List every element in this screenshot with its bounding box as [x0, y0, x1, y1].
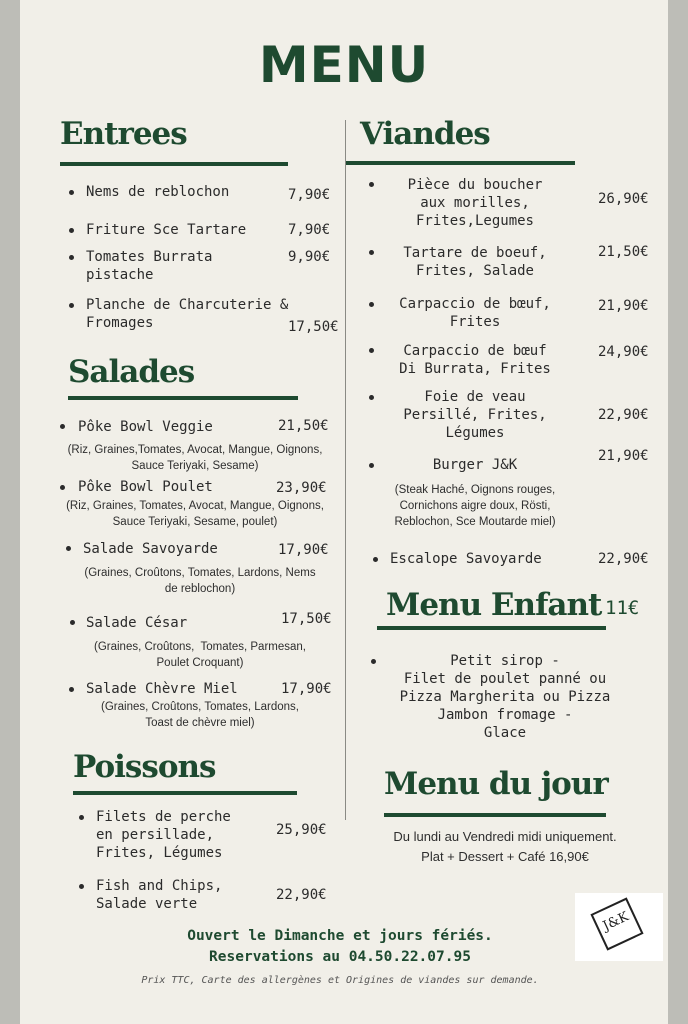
menu-enfant-rule: [377, 626, 606, 630]
entrees-rule: [60, 162, 288, 166]
footer-note: Prix TTC, Carte des allergènes et Origines de viandes sur demande.: [141, 975, 539, 986]
column-divider: [345, 120, 346, 820]
menu-enfant-price: 11€: [605, 597, 640, 619]
footer-reservations: Reservations au 04.50.22.07.95: [209, 949, 471, 965]
menu-du-jour-rule: [384, 813, 606, 817]
menu-du-jour-line1: Du lundi au Vendredi midi uniquement.: [393, 829, 617, 844]
footer-opening: Ouvert le Dimanche et jours fériés.: [187, 928, 493, 944]
poissons-heading: Poissons: [73, 749, 216, 785]
menu-page: MENU Entrees Nems de reblochon 7,90€ Friture Sce Tartare 7,90€ Tomates Burrata pistache 9,90€ Planche de Charcuterie & Fromages 17,50€ Salades Pôke Bowl Veggie 21,50€ (Riz, Graines,Tomates, Avocat, Mangue, Oignons, Sauce Teriyaki, Sesame) Pôke Bowl Poulet 23,90€ (Riz, Graines, Tomates, Avocat, Mangue, Oignons, Sauce Teriyaki, Sesame, poulet) Salade Savoyarde 17,90€ (Graines, Croûtons, Tomates, Lardons, Nems de reblochon) Salade César 17,50€ (Graines, Croûtons, Tomates, Parmesan, Poulet Croquant) Salade Chèvre Miel 17,90€ (Graines, Croûtons, Tomates, Lardons, Toast de chèvre miel) Poissons Filets de perche en persillade, Frites, Légumes 25,90€ Fish and Chips, Salade verte 22,90€ Viandes Pièce du boucher aux morilles, Frites,Legumes 26,90€ Tartare de boeuf, Frites, Salade 21,50€ Carpaccio de bœuf, Frites 21,90€ Carpaccio de bœuf Di Burrata, Frites 24,90€ Foie de veau Persillé, Frites, Légumes 22,90€ Burger J&K 21,90€ (Steak Haché, Oignons rouges, Cornichons aigre doux, Rösti, Reblochon, Sce Moutarde miel) Escalope Savoyarde 22,90€ Menu Enfant 11€ Petit sirop - Filet de poulet panné ou Pizza Margherita ou Pizza Jambon fromage - Glace Menu du jour Du lundi au Vendredi midi uniquement. Plat + Dessert + Café 16,90€ Ouvert le Dimanche et jours fériés. Reservations au 04.50.22.07.95 Prix TTC, Carte des allergènes et Origines de viandes sur demande. J&K: [20, 0, 668, 1024]
menu-enfant-heading: Menu Enfant: [386, 587, 602, 623]
page-title: MENU: [258, 36, 430, 94]
logo-text: J&K: [600, 909, 632, 935]
jk-logo-icon: [590, 897, 643, 950]
menu-du-jour-heading: Menu du jour: [384, 766, 608, 802]
menu-enfant-text: Petit sirop - Filet de poulet panné ou Pizza Margherita ou Pizza Jambon fromage - Glace: [399, 653, 611, 741]
viandes-rule: [346, 161, 575, 165]
poissons-rule: [73, 791, 297, 795]
logo-card: [575, 893, 663, 961]
salades-heading: Salades: [68, 354, 195, 390]
viandes-heading: Viandes: [360, 116, 490, 152]
entrees-heading: Entrees: [60, 116, 187, 152]
menu-du-jour-line2: Plat + Dessert + Café 16,90€: [421, 849, 589, 864]
salades-rule: [68, 396, 298, 400]
